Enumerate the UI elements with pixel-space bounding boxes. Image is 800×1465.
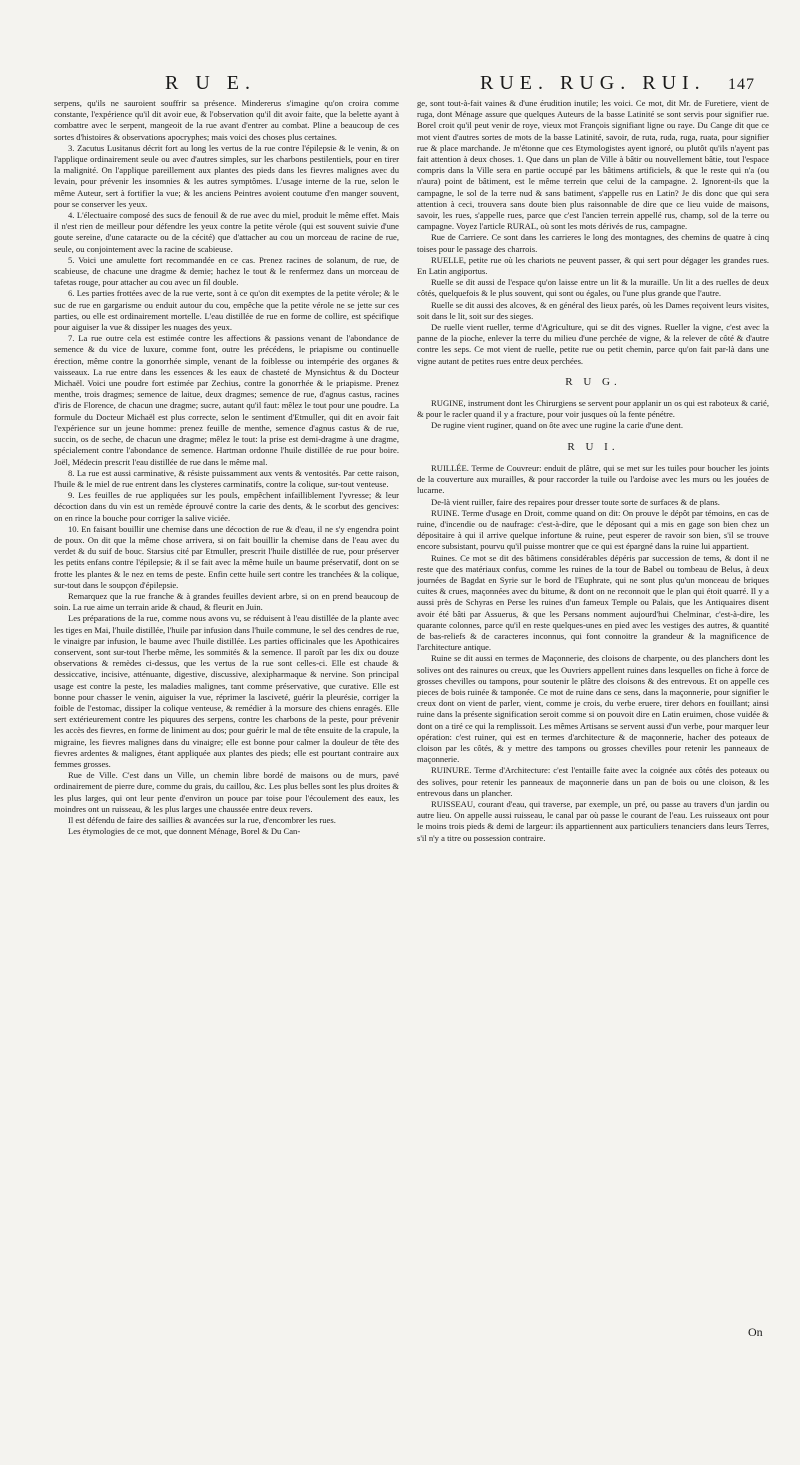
paragraph: 8. La rue est aussi carminative, & résiste puissamment aux vents & ventosités. Par cette raison, l'huile & le miel de rue entrent dans les clysteres carminatifs, contre la colique, sur-tout venteuse.: [54, 467, 399, 489]
running-head-center: RUE. RUG. RUI.: [480, 72, 706, 94]
paragraph: RUELLE, petite rue où les chariots ne peuvent passer, & qui sert pour dégager les grandes rues. En Latin angiportus.: [417, 254, 769, 277]
section-heading-rui: R U I.: [567, 440, 619, 453]
paragraph: serpens, qu'ils ne sauroient souffrir sa présence. Mindererus s'imagine qu'on croira comme constante, l'expérience qu'il dit avoir eue, & l'observation qu'il dit avoir faite, que la belette ayant à combattre avec le serpent, mangeoit de la rue avant d'entrer au combat. Pline a beaucoup de ces sortes d'histoires & observations apocryphes; mais voici des choses plus certaines.: [54, 98, 399, 142]
paragraph: Ruine se dit aussi en termes de Maçonnerie, des cloisons de charpente, ou des planchers dont les solives ont des rainures ou creux, que les Ouvriers appellent ruines dans lesquelles on fiche à force de grosses chevilles ou tampons, pour soutenir le plâtre des cloisons & des entrevous. Et on appelle ces pieces de bois ruinée & tamponée. Ce mot de ruine dans ce sens, dans la maçonnerie, pour signifier le creux dont on vient de parler, vient, comme je crois, du verbe eruere, tirer dehors en fouillant; ainsi ruine dans la présente signification seroit comme si on pouvoit dire en Latin eruimen, chose vuidée & dont on a tiré ce qui la remplissoit. Les mêmes Artisans se servent aussi d'un verbe, pour marquer leur opération: c'est ruiner, qui est en termes d'architecture & de maçonnerie, hacher des poteaux de cloison par les côtés, & y mettre des tampons ou grosses chevilles pour retenir les panneaux de maçonnerie.: [417, 653, 769, 765]
paragraph: De ruelle vient rueller, terme d'Agriculture, qui se dit des vignes. Rueller la vigne, c'est avec la panne de la pioche, enlever la terre du milieu d'une perchée de vigne, & la relever de côté & d'autre contre les seps. Ce mot vient de ruelle, petite rue ou petit chemin, parce qu'on fait par-là dans une vigne autant de petites rues entre deux perchées.: [417, 322, 769, 366]
paragraph: Les préparations de la rue, comme nous avons vu, se réduisent à l'eau distillée de la plante avec les tiges en Mai, l'huile distillée, l'huile par infusion dans l'huile commune, le sel des cendres de rue, le vinaigre par infusion, le baume avec l'huile distillée. Les parties officinales que les Apothicaires conservent, sont sur-tout l'herbe même, les sommités & la semence. Il paroît par les dix ou douze observations & remèdes ci-dessus, que les vertus de la rue sont celles-ci. Elle est chaude & dessiccative, incisive, atténuante, digestive, discussive, alexipharmaque & nervine. Son principal usage est contre la peste, les maladies malignes, tant comme préservative, que curative. Elle est bonne pour chasser le venin, aiguiser la vue, réprimer la lasciveté, guérir la pleurésie, corriger la foible de l'estomac, dissiper la colique venteuse, & remédier à la morsure des chiens enragés. Elle sert extérieurement contre les piquures des serpens, contre les charbons de la peste, pour prévenir les accès des fievres, en forme de liniment au dos; pour guérir le mal de tête ensuite de la crapule, la migraine, les fievres malignes dans du vinaigre; elle est bonne pour calmer la douleur de tête des fievres ardentes & malignes, étant appliquée aux plantes des pieds; elle est pourtant contraire aux femmes grosses.: [54, 613, 399, 769]
paragraph: RUGINE, instrument dont les Chirurgiens se servent pour applanir un os qui est raboteux & carié, & pour le racler quand il y a fracture, pour voir jusques où la fente pénétre.: [417, 398, 769, 420]
paragraph: Rue de Carriere. Ce sont dans les carrieres le long des montagnes, des chemins de quatre à cinq toises pour le passage des charrois.: [417, 232, 769, 254]
right-column: [417, 98, 769, 1343]
paragraph: RUINE. Terme d'usage en Droit, comme quand on dit: On prouve le dépôt par témoins, en cas de ruine, d'incendie ou de naufrage: c'est-à-dire, que le déposant qui a mis en gage son bien chez un dépositaire à qui il arrive quelque infortune & ruine, peut esperer de ravoir son bien, s'il se trouve encore subsistant, pourvu qu'il puisse montrer que ce qui est épargné dans la ruine lui appartient.: [417, 507, 769, 552]
paragraph: RUISSEAU, courant d'eau, qui traverse, par exemple, un pré, ou passe au travers d'un jardin ou autre lieu. On appelle aussi ruisseau, le canal par où passe le courant de l'eau. Les ruisseaux ont pour le moins trois pieds & demi de largeur: ils appartiennent aux particuliers tenanciers dans leurs Terres, s'il n'y a titre ou possession contraire.: [417, 798, 769, 843]
paragraph: 10. En faisant bouillir une chemise dans une décoction de rue & d'eau, il ne s'y engendra point de poux. On dit que la même chose arrivera, si on fait bouillir la chemise dans de l'eau avec du verdet & du suif de bouc. Starsius cité par Etmuller, prescrit l'huile distillée de rue, pour préserver les petits enfans contre l'épilepsie; & il se fait avec la même huile un baume préservatif, dont on se frotte les plantes & le nez en tems de peste. Enfin cette huile sert contre les tranchées & la colique, sur-tout dans le soupçon d'épilepsie.: [54, 523, 399, 590]
paragraph: Remarquez que la rue franche & à grandes feuilles devient arbre, si on en prend beaucoup de soin. La rue aime un terrain aride & chaud, & fleurit en Juin.: [54, 590, 399, 613]
paragraph: ge, sont tout-à-fait vaines & d'une érudition inutile; les voici. Ce mot, dit Mr. de Furetiere, vient de ruga, dont Ménage assure que quelques Auteurs de la basse Latinité se sont servis pour signifier rue. Borel croit qu'il peut venir de roye, vieux mot François signifiant ligne ou raye. Du Cange dit que ce mot vient d'autres sortes de mots de la basse Latinité, savoir, de ruta, ruda, ruga, ruata, pour signifier rue & place marchande. Je m'étonne que ces Etymologistes ayent ignoré, ou plutôt qu'ils n'ayent pas fait attention à deux choses. 1. Que dans un plan de Ville à bâtir ou nouvellement bâtie, tout l'espace compris dans la Ville sera en partie occupé par les bâtimens artificiels, & que le reste qui n'a (ou n'aura) point de bâtiment, est le même terrein que celui de la campagne. 2. Ignorent-ils que la campagne, le sol de la terre nud & sans batiment, s'appelle rus en Latin? Je dis donc que qui sera attention à ceci, trouvera sans doute bien plus raisonnable de dire que ce lieu vuide de maisons, savoir, les rues, s'appelle rues, parce que c'est l'ancien terrein appellé rus, champ, sol de la terre ou campagne. Voyez l'article RURAL, où sont les mots dérivés de rus, campagne.: [417, 98, 769, 232]
paragraph: 7. La rue outre cela est estimée contre les affections & passions venant de l'abondance de semence & du vice de luxure, comme font, outre les précédens, le priapisme ou continuelle érection, même contre la gonorrhée simple, venant de la foiblesse ou intempérie des organes & vaisseaux. La rue entre dans les essences & les eaux de chasteté de Mynsichtus & du Docteur Michaël. Voici une poudre fort estimée par Zechius, contre la gonorrhée & le priapisme. Prenez menthe, trois dragmes; semence de laitue, deux dragmes; semence de rue, d'agnus castus, racines d'iris de Florence, de chacun une dragme; sucre, autant qu'il faut: mêlez le tout pour une poudre. La formule du Docteur Michaël est plus correcte, selon le sentiment d'Etmuller, qui dit en avoir fait l'expérience sur un jeune homme: prenez feuille de menthe, semence d'agnus castus & de rue, succin, os de seche, de chacun une dragme; mêlez le tout: la prise est demi-dragme à une dragme, spécialement contre l'abondance de semence. Hartman ordonne l'huile distillée de rue pour boire. Joël, Médecin prescrit l'eau distillée de rue dans le même mal.: [54, 333, 399, 467]
paragraph: 6. Les parties frottées avec de la rue verte, sont à ce qu'on dit exemptes de la petite vérole; & le suc de rue en gargarisme ou enduit autour du cou, empêche que la petite vérole ne se jette sur ces parties, ou elle est ordinairement mortelle. L'eau distillée de rue en forme de collire, est spécifique pour aiguiser la vue & dissiper les nuages des yeux.: [54, 288, 399, 333]
paragraph: 4. L'électuaire composé des sucs de fenouil & de rue avec du miel, produit le même effet. Mais il n'est rien de meilleur pour défendre les yeux contre la petite vérole (qui est souvent suivie d'une goute sereine, d'une cataracte ou de la cécité) que d'attacher au cou un morceau de racine de rue, seule, ou conjointement avec la racine de scabieuse.: [54, 210, 399, 254]
catchword: On: [748, 1325, 763, 1339]
paragraph: 3. Zacutus Lusitanus décrit fort au long les vertus de la rue contre l'épilepsie & le venin, & on l'applique ordinairement seule ou avec d'autres simples, sur les charbons pestilentiels, pour en tirer la malignité. On l'applique pareillement aux plantes des pieds dans les fievres malignes avec du levain, pour prévenir les insomnies & les autres symptômes. L'usage interne de la rue, selon le même Auteur, sert à fortifier la vue; & les anciens Peintres avoient coutume d'en manger souvent, pour se conserver les yeux.: [54, 142, 399, 209]
paragraph: Les étymologies de ce mot, que donnent Ménage, Borel & Du Can-: [68, 826, 301, 837]
paragraph: Ruines. Ce mot se dit des bâtimens considérables dépéris par succession de tems, & dont il ne reste que des matériaux confus, comme les ruines de la tour de Babel ou tombeau de Belus, à deux journées de Bagdat en Syrie sur le bord de l'Euphrate, qui ne sont plus qu'un monceau de briques cuites & crues, maçonnées avec du bitume, & dont on ne reconnoit que le plan qui étoit quarré. Il y a aussi près de Schyras en Perse les ruines d'un fameux Temple ou Palais, que les Antiquaires disent avoir été bâti par Assuerus, & que les Persans nomment aujourd'hui Chelminar, c'est-à-dire, les quarante colonnes, parce qu'il en reste quelques-unes en pied avec les vestiges des autres, & quantité de bas-reliefs & de caracteres inconnus, qui font connoitre la grandeur & la magnificence de l'architecture antique.: [417, 552, 769, 653]
paragraph: Rue de Ville. C'est dans un Ville, un chemin libre bordé de maisons ou de murs, pavé ordinairement de pierre dure, comme du grais, du caillou, &c. Les plus belles sont les plus droites & les plus larges, qui ont leur pente d'environ un pouce par toise pour l'écoulement des eaux, les moindres ont un ruisseau, & les plus larges une chaussée entre deux revers.: [54, 770, 399, 814]
section-heading-rug: R U G.: [565, 375, 621, 388]
paragraph: 5. Voici une amulette fort recommandée en ce cas. Prenez racines de solanum, de rue, de scabieuse, de chacune une dragme & demie; hachez le tout & le renfermez dans un morceau de tafetas rouge, pour attacher au cou avec un fil double.: [54, 254, 399, 288]
page-number: 147: [728, 76, 755, 93]
paragraph: Il est défendu de faire des saillies & avancées sur la rue, d'encombrer les rues.: [68, 815, 336, 825]
paragraph: De rugine vient ruginer, quand on ôte avec une rugine la carie d'une dent.: [431, 420, 683, 431]
paragraph: 9. Les feuilles de rue appliquées sur les pouls, empêchent infailliblement l'yvresse; & leur décoction dans du vin est un remède éprouvé contre la carie des dents, & le scorbut des gencives: on en rince la bouche pour corriger la salive viciée.: [54, 490, 399, 523]
left-column: [54, 98, 399, 1343]
paragraph: De-là vient ruiller, faire des repaires pour dresser toute sorte de surfaces & de plans.: [431, 496, 720, 507]
running-head-left: R U E.: [165, 72, 256, 94]
paragraph: RUILLÉE. Terme de Couvreur: enduit de plâtre, qui se met sur les tuiles pour boucher les joints de la couverture aux murailles, & pour raccorder la tuile ou l'ardoise avec les murs ou les jouées de lucarne.: [417, 462, 769, 496]
paragraph: Ruelle se dit aussi de l'espace qu'on laisse entre un lit & la muraille. Un lit a des ruelles de deux côtés, quelquefois & le plus souvent, qui sont ou égales, ou l'une plus grande que l'autre.: [417, 277, 769, 299]
paragraph: Ruelle se dit aussi des alcoves, & en général des lieux parés, où les Dames reçoivent leurs visites, soit dans le lit, soit sur des sieges.: [417, 299, 769, 321]
paragraph: RUINURE. Terme d'Architecture: c'est l'entaille faite avec la coignée aux côtés des poteaux ou des solives, pour retenir les panneaux de maçonnerie dans un pan de bois ou une cloison, & les entrevous dans un plancher.: [417, 765, 769, 798]
